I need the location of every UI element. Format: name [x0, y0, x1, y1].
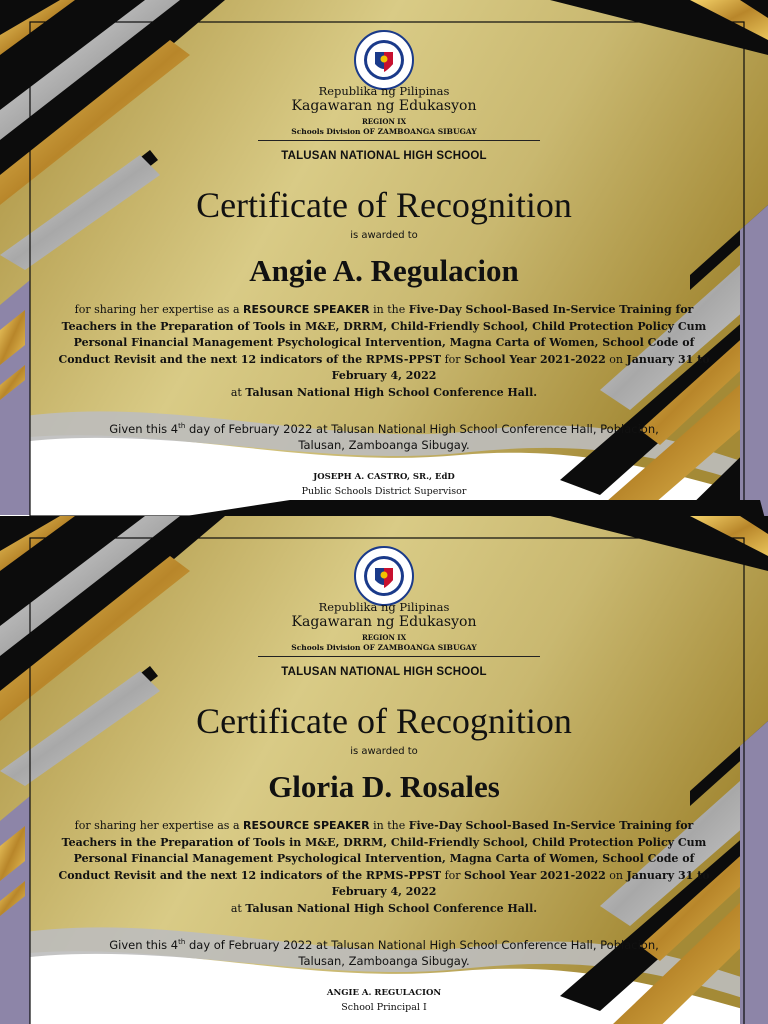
recipient-name: Angie A. Regulacion	[249, 253, 519, 288]
body-text: on	[605, 868, 627, 882]
division-text: Schools Division OF ZAMBOANGA SIBUGAY	[291, 643, 477, 652]
role-text: RESOURCE SPEAKER	[243, 303, 370, 316]
republic-text: Republika ng Pilipinas	[318, 600, 450, 614]
body-text: on	[605, 352, 627, 366]
signer-name: JOSEPH A. CASTRO, SR., EdD	[313, 472, 455, 482]
given-rest: day of February 2022 at Talusan National High School Conference Hall, Poblacion, Talusan, Zamboanga Sibugay.	[185, 937, 659, 968]
awarded-to-text: is awarded to	[350, 746, 418, 757]
role-text: RESOURCE SPEAKER	[243, 819, 370, 832]
event-text: Five-Day School-Based In-Service Training for Teachers in the Preparation of Tools in M&E, DRRM, Child-Friendly School, Child Protection Policy Cum Personal Financial Management Psychological Intervention, Magna Carta of Women, School Code of Conduct Revisit and the next 12 indicators of the RPMS-PPST	[58, 819, 707, 882]
signer-title: School Principal I	[341, 1002, 427, 1013]
given-prefix: Given this 4	[109, 937, 179, 952]
given-text	[100, 934, 668, 969]
venue-text: Talusan National High School Conference Hall.	[245, 385, 538, 399]
republic-text: Republika ng Pilipinas	[318, 84, 450, 98]
event-text: Five-Day School-Based In-Service Training for Teachers in the Preparation of Tools in M&E, DRRM, Child-Friendly School, Child Protection Policy Cum Personal Financial Management Psychological Intervention, Magna Carta of Women, School Code of Conduct Revisit and the next 12 indicators of the RPMS-PPST	[58, 303, 707, 366]
certificate-body	[50, 302, 718, 401]
given-text	[100, 418, 668, 453]
signer-name: ANGIE A. REGULACION	[326, 988, 442, 998]
dates-text: January 31 to February 4, 2022	[331, 868, 710, 898]
deped-seal-icon	[354, 546, 414, 606]
certificate-title: Certificate of Recognition	[196, 185, 572, 225]
region-text: REGION IX	[361, 117, 407, 126]
body-text: for	[441, 352, 465, 366]
body-text: for sharing her expertise as a	[74, 303, 243, 316]
certificate-body	[50, 818, 718, 917]
school-year-text: School Year 2021-2022	[464, 868, 606, 882]
body-text: at	[230, 385, 246, 399]
header-divider	[258, 656, 540, 657]
region-text: REGION IX	[361, 633, 407, 642]
recipient-name: Gloria D. Rosales	[268, 769, 500, 804]
body-text: at	[230, 901, 246, 915]
school-name: TALUSAN NATIONAL HIGH SCHOOL	[281, 666, 487, 678]
body-text: for sharing her expertise as a	[74, 819, 243, 832]
given-ordinal: th	[178, 938, 186, 946]
certificate-title: Certificate of Recognition	[196, 701, 572, 741]
body-text: in the	[369, 819, 409, 832]
signer-title: Public Schools District Supervisor	[301, 486, 467, 497]
body-text: for	[441, 868, 465, 882]
certificate-2	[0, 516, 768, 1024]
header-divider	[258, 140, 540, 141]
school-year-text: School Year 2021-2022	[464, 352, 606, 366]
division-text: Schools Division OF ZAMBOANGA SIBUGAY	[291, 127, 477, 136]
deped-seal-icon	[354, 30, 414, 90]
department-text: Kagawaran ng Edukasyon	[291, 98, 477, 114]
given-ordinal: th	[178, 422, 186, 430]
given-rest: day of February 2022 at Talusan National High School Conference Hall, Poblacion, Talusan, Zamboanga Sibugay.	[185, 421, 659, 452]
given-prefix: Given this 4	[109, 421, 179, 436]
school-name: TALUSAN NATIONAL HIGH SCHOOL	[281, 150, 487, 162]
department-text: Kagawaran ng Edukasyon	[291, 614, 477, 630]
body-text: in the	[369, 303, 409, 316]
awarded-to-text: is awarded to	[350, 230, 418, 241]
venue-text: Talusan National High School Conference Hall.	[245, 901, 538, 915]
dates-text: January 31 to February 4, 2022	[331, 352, 710, 382]
